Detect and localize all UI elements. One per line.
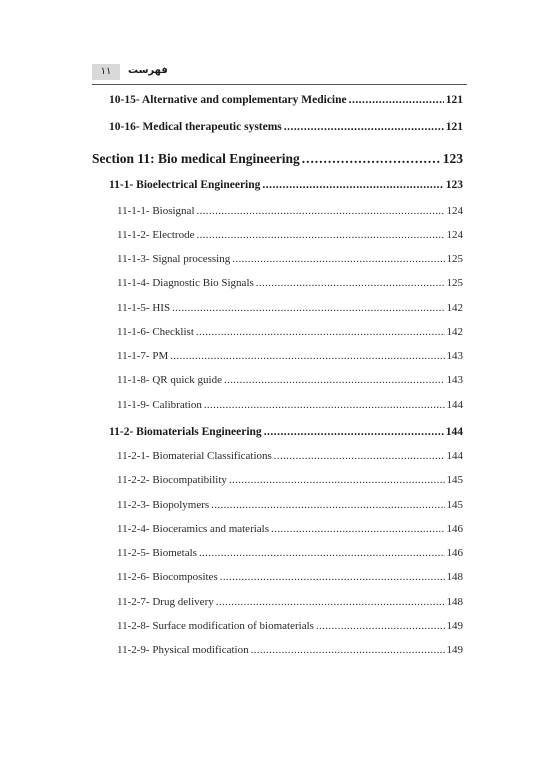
toc-leader <box>211 499 444 511</box>
toc-entry[interactable] <box>117 277 463 289</box>
toc-entry[interactable] <box>117 499 463 511</box>
toc-leader <box>302 151 441 167</box>
toc-entry-page: 146 <box>446 547 463 559</box>
toc-entry-label: 11-2-6- Biocomposites <box>117 571 218 583</box>
toc-entry[interactable] <box>109 426 463 438</box>
toc-leader <box>199 547 445 559</box>
toc-entry-label: 11-1-4- Diagnostic Bio Signals <box>117 277 254 289</box>
toc-entry[interactable] <box>117 374 463 386</box>
toc-entry-label: 11-2- Biomaterials Engineering <box>109 426 262 438</box>
toc-entry[interactable] <box>117 596 463 608</box>
toc-leader <box>274 450 445 462</box>
toc-entry[interactable] <box>117 350 463 362</box>
toc-entry[interactable] <box>109 121 463 133</box>
toc-entry-label: 11-1- Bioelectrical Engineering <box>109 179 261 191</box>
toc-entry-page: 149 <box>446 644 463 656</box>
toc-leader <box>220 571 445 583</box>
toc-entry-page: 148 <box>446 596 463 608</box>
toc-entry[interactable] <box>117 644 463 656</box>
toc-leader <box>316 620 445 632</box>
toc-entry[interactable] <box>109 94 463 106</box>
toc-leader <box>256 277 445 289</box>
toc-entry-label: 11-1-2- Electrode <box>117 229 195 241</box>
toc-entry[interactable] <box>117 547 463 559</box>
toc-entry-label: 11-1-3- Signal processing <box>117 253 231 265</box>
toc-leader <box>224 374 445 386</box>
toc-entry-page: 149 <box>446 620 463 632</box>
toc-leader <box>349 94 444 106</box>
toc-entry-page: 125 <box>446 277 463 289</box>
toc-entry-page: 144 <box>445 426 463 438</box>
toc-leader <box>197 205 445 217</box>
toc-leader <box>284 121 444 133</box>
toc-entry-label: 11-2-8- Surface modification of biomaterials <box>117 620 314 632</box>
toc-entry-label: 11-2-4- Bioceramics and materials <box>117 523 270 535</box>
toc-entry-page: 144 <box>446 450 463 462</box>
toc-entry-label: 11-1-9- Calibration <box>117 399 202 411</box>
toc-leader <box>216 596 445 608</box>
toc-entry-label: 11-1-7- PM <box>117 350 169 362</box>
toc-entry[interactable] <box>117 523 463 535</box>
toc-entry-page: 143 <box>446 350 463 362</box>
toc-leader <box>232 253 444 265</box>
toc-entry-label: 11-2-9- Physical modification <box>117 644 249 656</box>
toc-entry[interactable] <box>109 179 463 191</box>
toc-leader <box>229 474 445 486</box>
toc-entry-label: 11-2-7- Drug delivery <box>117 596 214 608</box>
toc-leader <box>196 326 445 338</box>
toc-entry-page: 124 <box>446 205 463 217</box>
toc-entry-label: 11-1-6- Checklist <box>117 326 194 338</box>
toc-entry-label: 11-1-1- Biosignal <box>117 205 195 217</box>
toc-entry-page: 123 <box>445 179 463 191</box>
toc-entry-page: 124 <box>446 229 463 241</box>
toc-entry[interactable] <box>117 302 463 314</box>
toc-entry-label: Section 11: Bio medical Engineering <box>92 151 300 166</box>
toc-entry-label: 11-1-5- HIS <box>117 302 171 314</box>
toc-entry-label: 11-2-5- Biometals <box>117 547 197 559</box>
toc-leader <box>251 644 445 656</box>
toc-leader <box>204 399 445 411</box>
toc-entry[interactable] <box>117 474 463 486</box>
toc-entry-page: 142 <box>446 326 463 338</box>
toc-entry[interactable] <box>117 229 463 241</box>
header-title: فهرست <box>128 65 168 76</box>
toc-entry-label: 11-2-3- Biopolymers <box>117 499 210 511</box>
page-number: ۱۱ <box>92 64 120 80</box>
toc-leader <box>196 229 444 241</box>
toc-entry-page: 121 <box>445 94 463 106</box>
toc-entry-label: 10-16- Medical therapeutic systems <box>109 121 282 133</box>
toc-leader <box>271 523 444 535</box>
toc-entry[interactable] <box>117 450 463 462</box>
toc-entry-page: 145 <box>446 499 463 511</box>
toc-entry-page: 121 <box>445 121 463 133</box>
toc-entry[interactable] <box>117 205 463 217</box>
toc-entry[interactable] <box>117 253 463 265</box>
toc-leader <box>170 350 444 362</box>
toc-entry-page: 146 <box>446 523 463 535</box>
toc-entry-page: 144 <box>446 399 463 411</box>
toc-entry-page: 123 <box>442 151 463 166</box>
toc-entry-page: 143 <box>446 374 463 386</box>
toc-section[interactable] <box>92 151 463 167</box>
toc-entry-label: 11-1-8- QR quick guide <box>117 374 222 386</box>
toc-entry-page: 148 <box>446 571 463 583</box>
toc-leader <box>264 426 444 438</box>
toc-entry-label: 11-2-2- Biocompatibility <box>117 474 227 486</box>
toc-entry[interactable] <box>117 620 463 632</box>
toc-leader <box>172 302 444 314</box>
toc-entry[interactable] <box>117 571 463 583</box>
toc-entry-label: 10-15- Alternative and complementary Medicine <box>109 94 347 106</box>
toc-leader <box>262 179 443 191</box>
toc-entry-label: 11-2-1- Biomaterial Classifications <box>117 450 272 462</box>
page-header <box>92 62 467 85</box>
toc-entry-page: 125 <box>446 253 463 265</box>
toc-entry-page: 142 <box>446 302 463 314</box>
toc-entry[interactable] <box>117 399 463 411</box>
toc-entry[interactable] <box>117 326 463 338</box>
toc-entry-page: 145 <box>446 474 463 486</box>
